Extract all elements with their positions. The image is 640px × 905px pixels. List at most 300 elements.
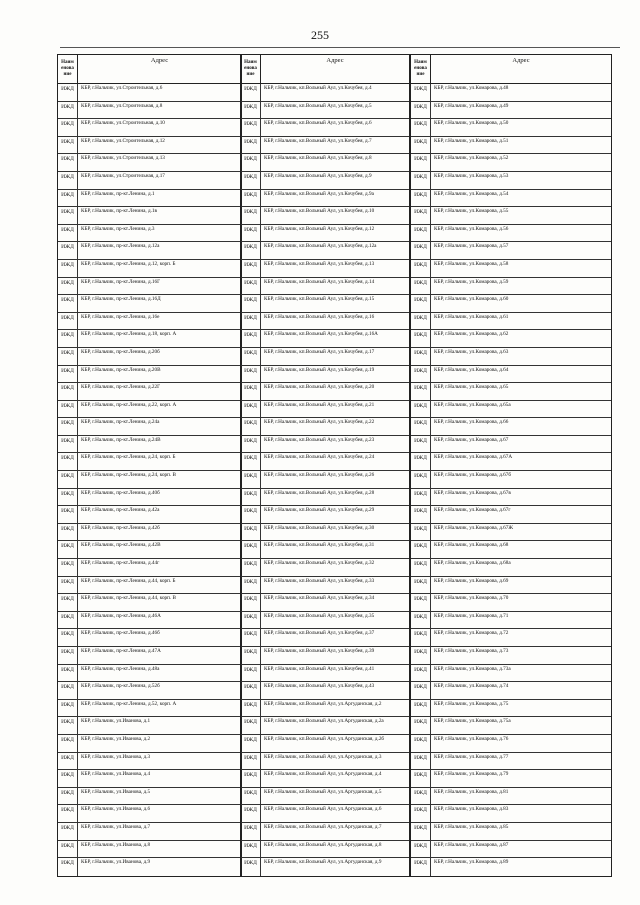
table-row bbox=[411, 260, 611, 278]
table-row bbox=[241, 207, 409, 225]
building-type: ИЖД bbox=[241, 418, 261, 435]
building-type: ИЖД bbox=[241, 489, 261, 506]
building-type: ИЖД bbox=[411, 858, 431, 876]
table-row bbox=[58, 383, 241, 401]
header-address: Адрес bbox=[326, 57, 344, 64]
address-cell: КБР, г.Нальчик, ул.Строительная, д.13 bbox=[81, 155, 165, 162]
address-cell: КБР, г.Нальчик, кп.Вольный Аул, ул.Кочубея, д.31 bbox=[264, 542, 375, 549]
table-row bbox=[58, 524, 241, 542]
table-row bbox=[58, 629, 241, 647]
address-cell: КБР, г.Нальчик, кп.Вольный Аул, ул.Аргуданская, д.2б bbox=[264, 735, 385, 742]
address-cell: КБР, г.Нальчик, ул.Комарова, д.58 bbox=[434, 260, 509, 267]
address-cell: КБР, г.Нальчик, ул.Комарова, д.85 bbox=[434, 823, 509, 830]
building-type: ИЖД bbox=[241, 401, 261, 418]
building-type: ИЖД bbox=[241, 612, 261, 629]
table-row bbox=[241, 788, 409, 806]
building-type: ИЖД bbox=[58, 841, 78, 858]
address-cell: КБР, г.Нальчик, кп.Вольный Аул, ул.Кочубея, д.39 bbox=[264, 648, 375, 654]
address-cell: КБР, г.Нальчик, ул.Комарова, д.64 bbox=[434, 366, 509, 373]
building-type: ИЖД bbox=[411, 137, 431, 154]
address-cell: КБР, г.Нальчик, ул.Комарова, д.66 bbox=[434, 419, 509, 426]
table-row bbox=[411, 207, 611, 225]
table-row bbox=[58, 137, 241, 155]
table-row bbox=[241, 260, 409, 278]
address-cell: КБР, г.Нальчик, ул.Строительная, д.17 bbox=[81, 172, 165, 179]
table-row bbox=[241, 313, 409, 331]
table-row bbox=[241, 700, 409, 718]
table-row bbox=[58, 278, 241, 296]
building-type: ИЖД bbox=[241, 172, 261, 189]
address-cell: КБР, г.Нальчик, кп.Вольный Аул, ул.Кочубея, д.16А bbox=[264, 331, 378, 338]
building-type: ИЖД bbox=[58, 137, 78, 154]
building-type: ИЖД bbox=[411, 541, 431, 558]
table-row bbox=[58, 823, 241, 841]
table-row bbox=[241, 172, 409, 190]
building-type: ИЖД bbox=[58, 295, 78, 312]
table-row bbox=[411, 788, 611, 806]
building-type: ИЖД bbox=[58, 524, 78, 541]
address-cell: КБР, г.Нальчик, кп.Вольный Аул, ул.Кочубея, д.12а bbox=[264, 243, 377, 250]
table-row bbox=[411, 506, 611, 524]
building-type: ИЖД bbox=[411, 436, 431, 453]
building-type: ИЖД bbox=[411, 172, 431, 189]
address-cell: КБР, г.Нальчик, кп.Вольный Аул, ул.Кочубея, д.34 bbox=[264, 595, 375, 602]
table-row bbox=[241, 665, 409, 683]
address-cell: КБР, г.Нальчик, пр-кт.Ленина, д.52, корп. А bbox=[81, 700, 177, 707]
table-row bbox=[58, 172, 241, 190]
address-cell: КБР, г.Нальчик, кп.Вольный Аул, ул.Кочубея, д.41 bbox=[264, 665, 375, 672]
address-cell: КБР, г.Нальчик, ул.Комарова, д.67 bbox=[434, 436, 509, 443]
table-row bbox=[58, 242, 241, 260]
address-cell: КБР, г.Нальчик, ул.Комарова, д.87 bbox=[434, 841, 509, 848]
building-type: ИЖД bbox=[411, 594, 431, 611]
building-type: ИЖД bbox=[58, 770, 78, 787]
address-cell: КБР, г.Нальчик, пр-кт.Ленина, д.44, корп. Б bbox=[81, 577, 176, 584]
address-cell: КБР, г.Нальчик, ул.Иванова, д.9 bbox=[81, 859, 151, 866]
address-cell: КБР, г.Нальчик, кп.Вольный Аул, ул.Кочубея, д.14 bbox=[264, 278, 375, 285]
table-row bbox=[241, 682, 409, 700]
building-type: ИЖД bbox=[58, 225, 78, 242]
address-cell: КБР, г.Нальчик, ул.Иванова, д.7 bbox=[81, 823, 151, 830]
building-type: ИЖД bbox=[58, 242, 78, 259]
building-type: ИЖД bbox=[58, 313, 78, 330]
building-type: ИЖД bbox=[241, 225, 261, 242]
table-row bbox=[58, 612, 241, 630]
table-row bbox=[411, 295, 611, 313]
address-cell: КБР, г.Нальчик, пр-кт.Ленина, д.48а bbox=[81, 665, 160, 672]
table-row bbox=[58, 348, 241, 366]
scan-line bbox=[60, 47, 620, 48]
header-address: Адрес bbox=[512, 57, 530, 64]
table-column-3 bbox=[410, 54, 612, 877]
building-type: ИЖД bbox=[241, 84, 261, 101]
address-cell: КБР, г.Нальчик, кп.Вольный Аул, ул.Кочубея, д.35 bbox=[264, 612, 375, 619]
building-type: ИЖД bbox=[241, 383, 261, 400]
address-cell: КБР, г.Нальчик, ул.Комарова, д.67г bbox=[434, 507, 511, 514]
table-row bbox=[411, 190, 611, 208]
address-cell: КБР, г.Нальчик, пр-кт.Ленина, д.16Г bbox=[81, 278, 161, 285]
address-cell: КБР, г.Нальчик, пр-кт.Ленина, д.44г bbox=[81, 560, 160, 567]
address-cell: КБР, г.Нальчик, пр-кт.Ленина, д.40б bbox=[81, 489, 160, 496]
address-cell: КБР, г.Нальчик, ул.Комарова, д.71 bbox=[434, 612, 509, 619]
table-row bbox=[58, 735, 241, 753]
address-cell: КБР, г.Нальчик, ул.Иванова, д.1 bbox=[81, 718, 151, 725]
address-cell: КБР, г.Нальчик, ул.Комарова, д.63 bbox=[434, 348, 509, 355]
table-row bbox=[241, 559, 409, 577]
building-type: ИЖД bbox=[411, 471, 431, 488]
table-row bbox=[58, 260, 241, 278]
table-row bbox=[411, 348, 611, 366]
building-type: ИЖД bbox=[411, 682, 431, 699]
address-cell: КБР, г.Нальчик, пр-кт.Ленина, д.44, корп. В bbox=[81, 595, 176, 602]
table-row bbox=[411, 119, 611, 137]
building-type: ИЖД bbox=[241, 471, 261, 488]
building-type: ИЖД bbox=[411, 190, 431, 207]
table-row bbox=[58, 770, 241, 788]
table-row bbox=[241, 348, 409, 366]
table-row bbox=[241, 506, 409, 524]
address-cell: КБР, г.Нальчик, пр-кт.Ленина, д.24а bbox=[81, 419, 160, 426]
address-cell: КБР, г.Нальчик, ул.Комарова, д.51 bbox=[434, 137, 509, 144]
table-row bbox=[241, 242, 409, 260]
address-cell: КБР, г.Нальчик, пр-кт.Ленина, д.47А bbox=[81, 648, 161, 654]
building-type: ИЖД bbox=[411, 665, 431, 682]
building-type: ИЖД bbox=[58, 348, 78, 365]
building-type: ИЖД bbox=[411, 225, 431, 242]
building-type: ИЖД bbox=[58, 788, 78, 805]
table-row bbox=[241, 858, 409, 876]
table-row bbox=[58, 453, 241, 471]
table-row bbox=[411, 436, 611, 454]
building-type: ИЖД bbox=[58, 436, 78, 453]
building-type: ИЖД bbox=[58, 735, 78, 752]
building-type: ИЖД bbox=[58, 629, 78, 646]
address-cell: КБР, г.Нальчик, ул.Комарова, д.50 bbox=[434, 120, 509, 127]
building-type: ИЖД bbox=[241, 577, 261, 594]
building-type: ИЖД bbox=[58, 102, 78, 119]
building-type: ИЖД bbox=[241, 242, 261, 259]
table-row bbox=[241, 401, 409, 419]
building-type: ИЖД bbox=[241, 700, 261, 717]
address-cell: КБР, г.Нальчик, ул.Строительная, д.6 bbox=[81, 85, 163, 91]
building-type: ИЖД bbox=[411, 612, 431, 629]
address-cell: КБР, г.Нальчик, кп.Вольный Аул, ул.Аргуданская, д.8 bbox=[264, 841, 382, 848]
building-type: ИЖД bbox=[58, 330, 78, 347]
building-type: ИЖД bbox=[58, 823, 78, 840]
address-cell: КБР, г.Нальчик, пр-кт.Ленина, д.52б bbox=[81, 683, 160, 690]
address-cell: КБР, г.Нальчик, кп.Вольный Аул, ул.Кочубея, д.9а bbox=[264, 190, 374, 197]
table-row bbox=[411, 647, 611, 665]
table-row bbox=[411, 489, 611, 507]
table-row bbox=[58, 330, 241, 348]
table-row bbox=[411, 753, 611, 771]
table-row bbox=[411, 594, 611, 612]
building-type: ИЖД bbox=[241, 682, 261, 699]
address-cell: КБР, г.Нальчик, пр-кт.Ленина, д.22, корп. А bbox=[81, 401, 177, 408]
address-cell: КБР, г.Нальчик, ул.Комарова, д.67А bbox=[434, 454, 513, 461]
table-row bbox=[411, 805, 611, 823]
address-cell: КБР, г.Нальчик, кп.Вольный Аул, ул.Кочубея, д.37 bbox=[264, 630, 375, 637]
table-row bbox=[241, 418, 409, 436]
table-row bbox=[411, 823, 611, 841]
building-type: ИЖД bbox=[241, 823, 261, 840]
address-cell: КБР, г.Нальчик, ул.Иванова, д.3 bbox=[81, 753, 151, 760]
table-row bbox=[58, 207, 241, 225]
address-cell: КБР, г.Нальчик, пр-кт.Ленина, д.22Г bbox=[81, 384, 161, 391]
table-row bbox=[241, 524, 409, 542]
table-row bbox=[58, 84, 241, 102]
building-type: ИЖД bbox=[58, 541, 78, 558]
building-type: ИЖД bbox=[241, 524, 261, 541]
building-type: ИЖД bbox=[241, 190, 261, 207]
address-cell: КБР, г.Нальчик, ул.Комарова, д.69 bbox=[434, 577, 509, 584]
building-type: ИЖД bbox=[241, 260, 261, 277]
address-cell: КБР, г.Нальчик, пр-кт.Ленина, д.16е bbox=[81, 313, 160, 320]
table-row bbox=[58, 700, 241, 718]
address-cell: КБР, г.Нальчик, кп.Вольный Аул, ул.Кочубея, д.28 bbox=[264, 489, 375, 496]
address-cell: КБР, г.Нальчик, ул.Комарова, д.59 bbox=[434, 278, 509, 285]
building-type: ИЖД bbox=[411, 278, 431, 295]
table-row bbox=[58, 788, 241, 806]
table-row bbox=[241, 295, 409, 313]
address-cell: КБР, г.Нальчик, ул.Комарова, д.68 bbox=[434, 542, 509, 549]
table-row bbox=[411, 278, 611, 296]
table-row bbox=[411, 313, 611, 331]
table-row bbox=[58, 805, 241, 823]
address-cell: КБР, г.Нальчик, ул.Комарова, д.61 bbox=[434, 313, 509, 320]
table-row bbox=[58, 366, 241, 384]
table-row bbox=[58, 190, 241, 208]
table-row bbox=[411, 841, 611, 859]
table-row bbox=[241, 841, 409, 859]
address-cell: КБР, г.Нальчик, ул.Комарова, д.73а bbox=[434, 665, 511, 672]
building-type: ИЖД bbox=[241, 629, 261, 646]
address-cell: КБР, г.Нальчик, пр-кт.Ленина, д.1 bbox=[81, 190, 155, 197]
building-type: ИЖД bbox=[411, 735, 431, 752]
address-cell: КБР, г.Нальчик, кп.Вольный Аул, ул.Кочубея, д.4 bbox=[264, 85, 372, 91]
building-type: ИЖД bbox=[58, 418, 78, 435]
address-cell: КБР, г.Нальчик, пр-кт.Ленина, д.18, корп. А bbox=[81, 331, 177, 338]
table-row bbox=[241, 823, 409, 841]
address-cell: КБР, г.Нальчик, ул.Комарова, д.89 bbox=[434, 859, 509, 866]
table-row bbox=[411, 366, 611, 384]
address-cell: КБР, г.Нальчик, ул.Комарова, д.53 bbox=[434, 172, 509, 179]
table-row bbox=[58, 295, 241, 313]
address-cell: КБР, г.Нальчик, кп.Вольный Аул, ул.Аргуданская, д.2а bbox=[264, 718, 384, 725]
table-row bbox=[411, 858, 611, 876]
building-type: ИЖД bbox=[241, 559, 261, 576]
building-type: ИЖД bbox=[241, 154, 261, 171]
address-cell: КБР, г.Нальчик, ул.Комарова, д.62 bbox=[434, 331, 509, 338]
address-cell: КБР, г.Нальчик, ул.Иванова, д.4 bbox=[81, 771, 151, 778]
table-row bbox=[411, 154, 611, 172]
building-type: ИЖД bbox=[58, 753, 78, 770]
table-row bbox=[58, 401, 241, 419]
table-body bbox=[411, 84, 611, 876]
address-cell: КБР, г.Нальчик, кп.Вольный Аул, ул.Кочубея, д.23 bbox=[264, 436, 375, 443]
address-cell: КБР, г.Нальчик, кп.Вольный Аул, ул.Кочубея, д.21 bbox=[264, 401, 375, 408]
table-row bbox=[58, 841, 241, 859]
building-type: ИЖД bbox=[241, 594, 261, 611]
address-cell: КБР, г.Нальчик, ул.Строительная, д.8 bbox=[81, 102, 163, 109]
address-cell: КБР, г.Нальчик, кп.Вольный Аул, ул.Кочубея, д.16 bbox=[264, 313, 375, 320]
address-cell: КБР, г.Нальчик, ул.Комарова, д.67б bbox=[434, 472, 511, 479]
building-type: ИЖД bbox=[411, 84, 431, 101]
address-cell: КБР, г.Нальчик, кп.Вольный Аул, ул.Кочубея, д.7 bbox=[264, 137, 372, 144]
table-row bbox=[241, 137, 409, 155]
table-row bbox=[241, 436, 409, 454]
address-cell: КБР, г.Нальчик, ул.Комарова, д.83 bbox=[434, 806, 509, 813]
table-row bbox=[58, 506, 241, 524]
table-row bbox=[411, 102, 611, 120]
building-type: ИЖД bbox=[241, 841, 261, 858]
address-cell: КБР, г.Нальчик, ул.Комарова, д.67Ж bbox=[434, 524, 513, 531]
address-cell: КБР, г.Нальчик, ул.Комарова, д.52 bbox=[434, 155, 509, 162]
table-row bbox=[241, 278, 409, 296]
address-cell: КБР, г.Нальчик, пр-кт.Ленина, д.24В bbox=[81, 436, 161, 443]
address-cell: КБР, г.Нальчик, ул.Иванова, д.8 bbox=[81, 841, 151, 848]
building-type: ИЖД bbox=[241, 753, 261, 770]
building-type: ИЖД bbox=[241, 770, 261, 787]
address-cell: КБР, г.Нальчик, кп.Вольный Аул, ул.Аргуданская, д.7 bbox=[264, 823, 382, 830]
address-cell: КБР, г.Нальчик, ул.Комарова, д.68а bbox=[434, 560, 511, 567]
table-row bbox=[241, 629, 409, 647]
building-type: ИЖД bbox=[58, 700, 78, 717]
table-row bbox=[241, 647, 409, 665]
building-type: ИЖД bbox=[241, 453, 261, 470]
table-row bbox=[241, 717, 409, 735]
address-cell: КБР, г.Нальчик, кп.Вольный Аул, ул.Кочубея, д.24 bbox=[264, 454, 375, 461]
building-type: ИЖД bbox=[411, 348, 431, 365]
table-row bbox=[411, 735, 611, 753]
table-row bbox=[58, 753, 241, 771]
address-cell: КБР, г.Нальчик, кп.Вольный Аул, ул.Кочубея, д.5 bbox=[264, 102, 372, 109]
column-header bbox=[58, 55, 241, 84]
building-type: ИЖД bbox=[58, 805, 78, 822]
building-type: ИЖД bbox=[411, 788, 431, 805]
table-row bbox=[411, 383, 611, 401]
building-type: ИЖД bbox=[58, 383, 78, 400]
table-row bbox=[411, 559, 611, 577]
building-type: ИЖД bbox=[411, 313, 431, 330]
address-cell: КБР, г.Нальчик, ул.Иванова, д.2 bbox=[81, 735, 151, 742]
building-type: ИЖД bbox=[58, 594, 78, 611]
address-cell: КБР, г.Нальчик, ул.Комарова, д.56 bbox=[434, 225, 509, 232]
address-cell: КБР, г.Нальчик, ул.Комарова, д.54 bbox=[434, 190, 509, 197]
building-type: ИЖД bbox=[241, 330, 261, 347]
building-type: ИЖД bbox=[58, 665, 78, 682]
table-row bbox=[411, 471, 611, 489]
table-row bbox=[58, 471, 241, 489]
table-row bbox=[411, 137, 611, 155]
building-type: ИЖД bbox=[411, 823, 431, 840]
address-cell: КБР, г.Нальчик, пр-кт.Ленина, д.42б bbox=[81, 524, 160, 531]
address-cell: КБР, г.Нальчик, кп.Вольный Аул, ул.Кочубея, д.10 bbox=[264, 208, 375, 215]
table-row bbox=[241, 735, 409, 753]
table-row bbox=[241, 383, 409, 401]
address-cell: КБР, г.Нальчик, кп.Вольный Аул, ул.Аргуданская, д.4 bbox=[264, 771, 382, 778]
address-cell: КБР, г.Нальчик, ул.Строительная, д.12 bbox=[81, 137, 165, 144]
building-type: ИЖД bbox=[241, 858, 261, 876]
building-type: ИЖД bbox=[411, 629, 431, 646]
address-cell: КБР, г.Нальчик, ул.Комарова, д.72 bbox=[434, 630, 509, 637]
address-cell: КБР, г.Нальчик, ул.Комарова, д.73 bbox=[434, 648, 509, 654]
building-type: ИЖД bbox=[58, 278, 78, 295]
table-row bbox=[241, 453, 409, 471]
address-cell: КБР, г.Нальчик, кп.Вольный Аул, ул.Кочубея, д.29 bbox=[264, 507, 375, 514]
building-type: ИЖД bbox=[241, 119, 261, 136]
building-type: ИЖД bbox=[411, 418, 431, 435]
address-cell: КБР, г.Нальчик, пр-кт.Ленина, д.42а bbox=[81, 507, 160, 514]
building-type: ИЖД bbox=[411, 383, 431, 400]
address-cell: КБР, г.Нальчик, ул.Комарова, д.55 bbox=[434, 208, 509, 215]
building-type: ИЖД bbox=[58, 858, 78, 876]
address-cell: КБР, г.Нальчик, ул.Комарова, д.70 bbox=[434, 595, 509, 602]
header-type: Наим енова ние bbox=[411, 55, 431, 83]
building-type: ИЖД bbox=[241, 805, 261, 822]
building-type: ИЖД bbox=[241, 366, 261, 383]
address-cell: КБР, г.Нальчик, пр-кт.Ленина, д.42В bbox=[81, 542, 161, 549]
address-cell: КБР, г.Нальчик, кп.Вольный Аул, ул.Кочубея, д.12 bbox=[264, 225, 375, 232]
building-type: ИЖД bbox=[58, 207, 78, 224]
table-row bbox=[241, 770, 409, 788]
table-row bbox=[411, 453, 611, 471]
address-cell: КБР, г.Нальчик, кп.Вольный Аул, ул.Аргуданская, д.3 bbox=[264, 753, 382, 760]
building-type: ИЖД bbox=[411, 366, 431, 383]
table-row bbox=[411, 172, 611, 190]
address-cell: КБР, г.Нальчик, ул.Комарова, д.77 bbox=[434, 753, 509, 760]
table-row bbox=[58, 541, 241, 559]
building-type: ИЖД bbox=[58, 401, 78, 418]
building-type: ИЖД bbox=[411, 489, 431, 506]
table-row bbox=[241, 489, 409, 507]
table-row bbox=[58, 665, 241, 683]
table-row bbox=[411, 629, 611, 647]
building-type: ИЖД bbox=[58, 489, 78, 506]
building-type: ИЖД bbox=[58, 471, 78, 488]
table-row bbox=[241, 102, 409, 120]
table-row bbox=[58, 647, 241, 665]
building-type: ИЖД bbox=[241, 506, 261, 523]
building-type: ИЖД bbox=[58, 260, 78, 277]
table-row bbox=[411, 770, 611, 788]
address-cell: КБР, г.Нальчик, кп.Вольный Аул, ул.Кочубея, д.30 bbox=[264, 524, 375, 531]
building-type: ИЖД bbox=[241, 137, 261, 154]
building-type: ИЖД bbox=[411, 805, 431, 822]
address-cell: КБР, г.Нальчик, ул.Комарова, д.75 bbox=[434, 700, 509, 707]
table-row bbox=[58, 225, 241, 243]
table-row bbox=[58, 313, 241, 331]
building-type: ИЖД bbox=[411, 524, 431, 541]
building-type: ИЖД bbox=[58, 84, 78, 101]
address-cell: КБР, г.Нальчик, ул.Комарова, д.48 bbox=[434, 85, 509, 91]
address-cell: КБР, г.Нальчик, кп.Вольный Аул, ул.Кочубея, д.9 bbox=[264, 172, 372, 179]
address-cell: КБР, г.Нальчик, кп.Вольный Аул, ул.Кочубея, д.15 bbox=[264, 296, 375, 303]
address-cell: КБР, г.Нальчик, ул.Комарова, д.65 bbox=[434, 384, 509, 391]
address-cell: КБР, г.Нальчик, пр-кт.Ленина, д.12а bbox=[81, 243, 160, 250]
building-type: ИЖД bbox=[58, 190, 78, 207]
building-type: ИЖД bbox=[241, 295, 261, 312]
building-type: ИЖД bbox=[241, 436, 261, 453]
table-row bbox=[58, 418, 241, 436]
building-type: ИЖД bbox=[241, 665, 261, 682]
address-cell: КБР, г.Нальчик, ул.Комарова, д.60 bbox=[434, 296, 509, 303]
table-body bbox=[241, 84, 409, 876]
building-type: ИЖД bbox=[58, 366, 78, 383]
building-type: ИЖД bbox=[241, 717, 261, 734]
building-type: ИЖД bbox=[411, 154, 431, 171]
table-row bbox=[241, 225, 409, 243]
